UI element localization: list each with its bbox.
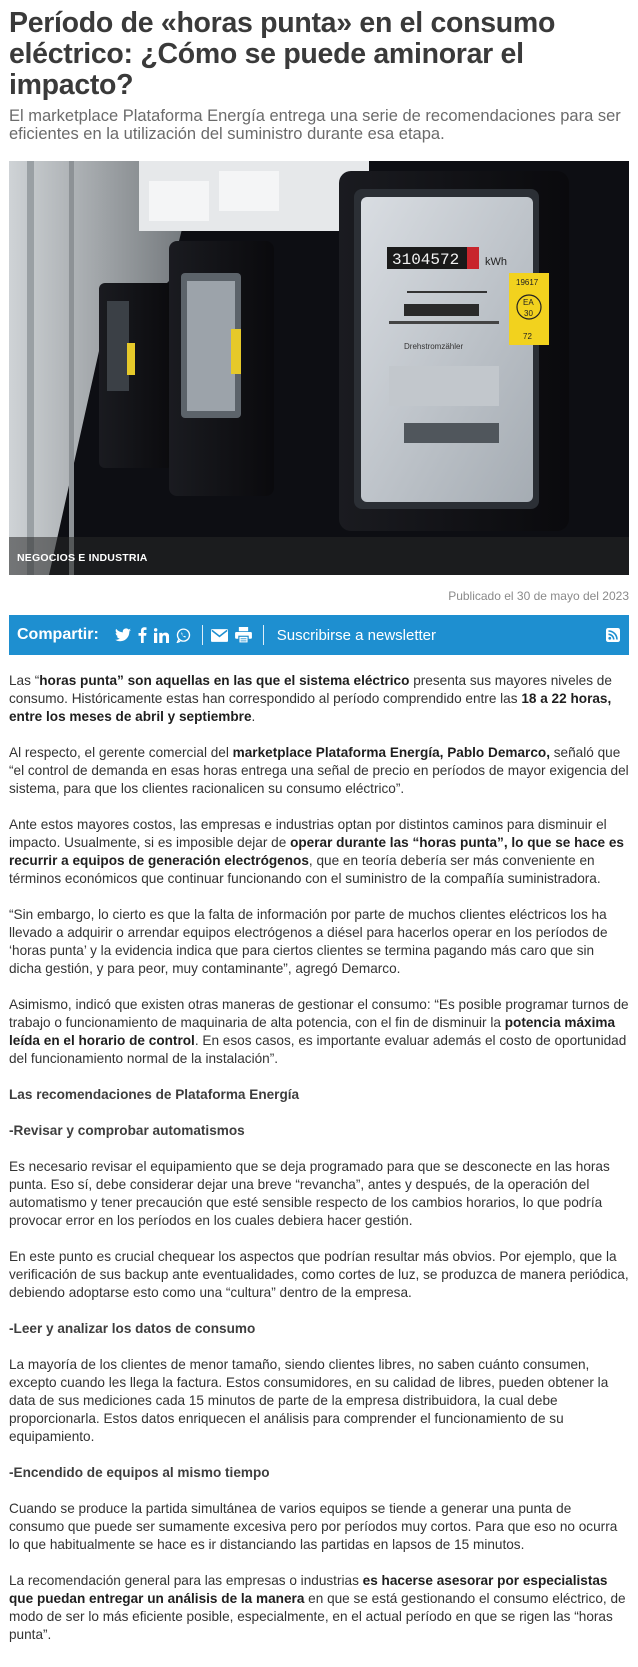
article-title: Período de «horas punta» en el consumo eléctrico: ¿Cómo se puede aminorar el impacto?	[9, 7, 556, 101]
text: Las recomendaciones de Plataforma Energía	[9, 1087, 300, 1102]
hero-image	[9, 161, 629, 575]
bold-text: horas punta” son aquellas en las que el sistema eléctrico	[39, 673, 410, 688]
paragraph	[9, 744, 629, 798]
text: Al respecto, el gerente comercial del	[9, 745, 233, 760]
text: señaló que “el control de demanda en esas horas entrega una señal de precio en períodos de mayor exigencia del sistema, para que los clientes racionalicen su consumo eléctrico”.	[9, 745, 629, 796]
text: Cuando se produce la partida simultánea de varios equipos se tiende a generar una punta de consumo que puede ser sumamente excesiva pero por períodos muy cortos. Para que eso no ocurra lo que habitualmente se hace es ir distanciando las partidas en lapsos de 15 minutos.	[9, 1501, 618, 1552]
meter-tag-line-4: 72	[523, 332, 532, 341]
text: Ante estos mayores costos, las empresas e industrias optan por distintos caminos para disminuir el impacto. Usualmente, si es imposible dejar de	[9, 817, 607, 850]
text: “Sin embargo, lo cierto es que la falta de información por parte de muchos clientes eléctricos los ha llevado a adquirir o arrendar equipos electrógenos a diésel para hacerlos operar en los períodos de ‘horas punta’ y la evidencia indica que para ciertos clientes se termina pagando más caro que sin dicha gestión, y para peor, muy contaminante”, agregó Demarco.	[9, 907, 608, 976]
text: en que se está gestionando el consumo eléctrico, de modo de ser lo más eficiente posible, especialmente, en el actual período en que se rigen las “horas punta”.	[9, 1591, 626, 1642]
paragraph	[9, 672, 629, 726]
section-heading	[9, 1122, 629, 1140]
text: -Revisar y comprobar automatismos	[9, 1123, 245, 1138]
paragraph	[9, 996, 629, 1068]
section-heading	[9, 1086, 629, 1104]
facebook-icon[interactable]	[138, 625, 147, 645]
published-date: Publicado el 30 de mayo del 2023	[448, 589, 629, 603]
paragraph	[9, 906, 629, 978]
share-label: Compartir:	[17, 626, 99, 643]
text: -Leer y analizar los datos de consumo	[9, 1321, 256, 1336]
bold-text: potencia máxima leída en el horario de control	[9, 1015, 616, 1048]
paragraph	[9, 1158, 629, 1230]
newsletter-link[interactable]: Suscribirse a newsletter	[276, 626, 437, 644]
paragraph	[9, 1572, 629, 1644]
meter-tag-line-3: 30	[524, 309, 533, 318]
text: .	[251, 709, 256, 724]
text: Asimismo, indicó que existen otras maneras de gestionar el consumo: “Es posible programar turnos de trabajo o funcionamiento de maquinaria de alta potencia, con el fin de disminuir la	[9, 997, 629, 1030]
share-divider	[263, 625, 264, 645]
section-heading	[9, 1464, 629, 1482]
text: -Encendido de equipos al mismo tiempo	[9, 1465, 270, 1480]
bold-text: operar durante las “horas punta”, lo que se hace es recurrir a equipos de generación electrógenos	[9, 835, 624, 868]
bold-text: es hacerse asesorar por especialistas que puedan entregar un análisis de la manera	[9, 1573, 608, 1606]
twitter-icon[interactable]	[115, 625, 131, 645]
text: presenta sus mayores niveles de consumo. Históricamente estas han correspondido al período comprendido entre las	[9, 673, 612, 706]
rss-icon[interactable]	[606, 628, 620, 647]
text: . En esos casos, es importante evaluar además el costo de oportunidad del funcionamiento normal de la instalación”.	[9, 1033, 627, 1066]
text: Las “	[9, 673, 40, 688]
meter-tag-line-1: 19617	[516, 278, 539, 287]
share-divider	[202, 625, 203, 645]
electric-meters-photo	[9, 161, 629, 575]
category-banner	[9, 537, 629, 575]
linkedin-icon[interactable]	[154, 625, 169, 645]
text: La mayoría de los clientes de menor tamaño, siendo clientes libres, no saben cuánto consumen, excepto cuando les llega la factura. Estos consumidores, en su calidad de libres, pueden obtener la data de sus mediciones cada 15 minutos de parte de la empresa distribuidora, la cual debe proporcionarla. Estos datos enriquecen el análisis para comprender el funcionamiento de su equipamiento.	[9, 1357, 609, 1444]
bold-text: 18 a 22 horas, entre los meses de abril y septiembre	[9, 691, 612, 724]
text: En este punto es crucial chequear los aspectos que podrían resultar más obvios. Por ejemplo, que la verificación de sus backup ante eventualidades, como cortes de luz, se produzca de manera periódica, debiendo adoptarse esto como una “cultura” dentro de la empresa.	[9, 1249, 629, 1300]
category-label[interactable]: NEGOCIOS E INDUSTRIA	[17, 552, 148, 564]
meter-digits: 3104572	[392, 251, 460, 269]
article-subtitle: El marketplace Plataforma Energía entrega una serie de recomendaciones para ser eficientes en la utilización del suministro durante esa etapa.	[9, 107, 621, 143]
text: La recomendación general para las empresas o industrias	[9, 1573, 363, 1588]
paragraph	[9, 1500, 629, 1554]
share-bar	[9, 615, 629, 655]
whatsapp-icon[interactable]	[176, 625, 191, 645]
print-icon[interactable]	[235, 625, 252, 645]
paragraph	[9, 816, 629, 888]
paragraph	[9, 1248, 629, 1302]
text: Es necesario revisar el equipamiento que se deja programado para que se desconecte en las horas punta. Eso sí, debe considerar dejar una breve “revancha”, antes y después, de la operación del automatismo y tener precaución que esté sensible respecto de los cambios horarios, lo que podría provocar error en los períodos en los cuales debiera hacer gestión.	[9, 1159, 610, 1228]
meter-brand: Drehstromzähler	[404, 342, 464, 351]
bold-text: marketplace Plataforma Energía, Pablo Demarco,	[232, 745, 550, 760]
email-icon[interactable]	[211, 625, 228, 645]
meter-tag-line-2: EA	[523, 298, 534, 307]
paragraph	[9, 1356, 629, 1446]
text: , que en teoría debería ser más conveniente en términos económicos que continuar funcionando con el suministro de la compañía suministradora.	[9, 853, 601, 886]
article-body	[9, 672, 629, 1644]
meter-unit: kWh	[485, 256, 507, 268]
section-heading	[9, 1320, 629, 1338]
